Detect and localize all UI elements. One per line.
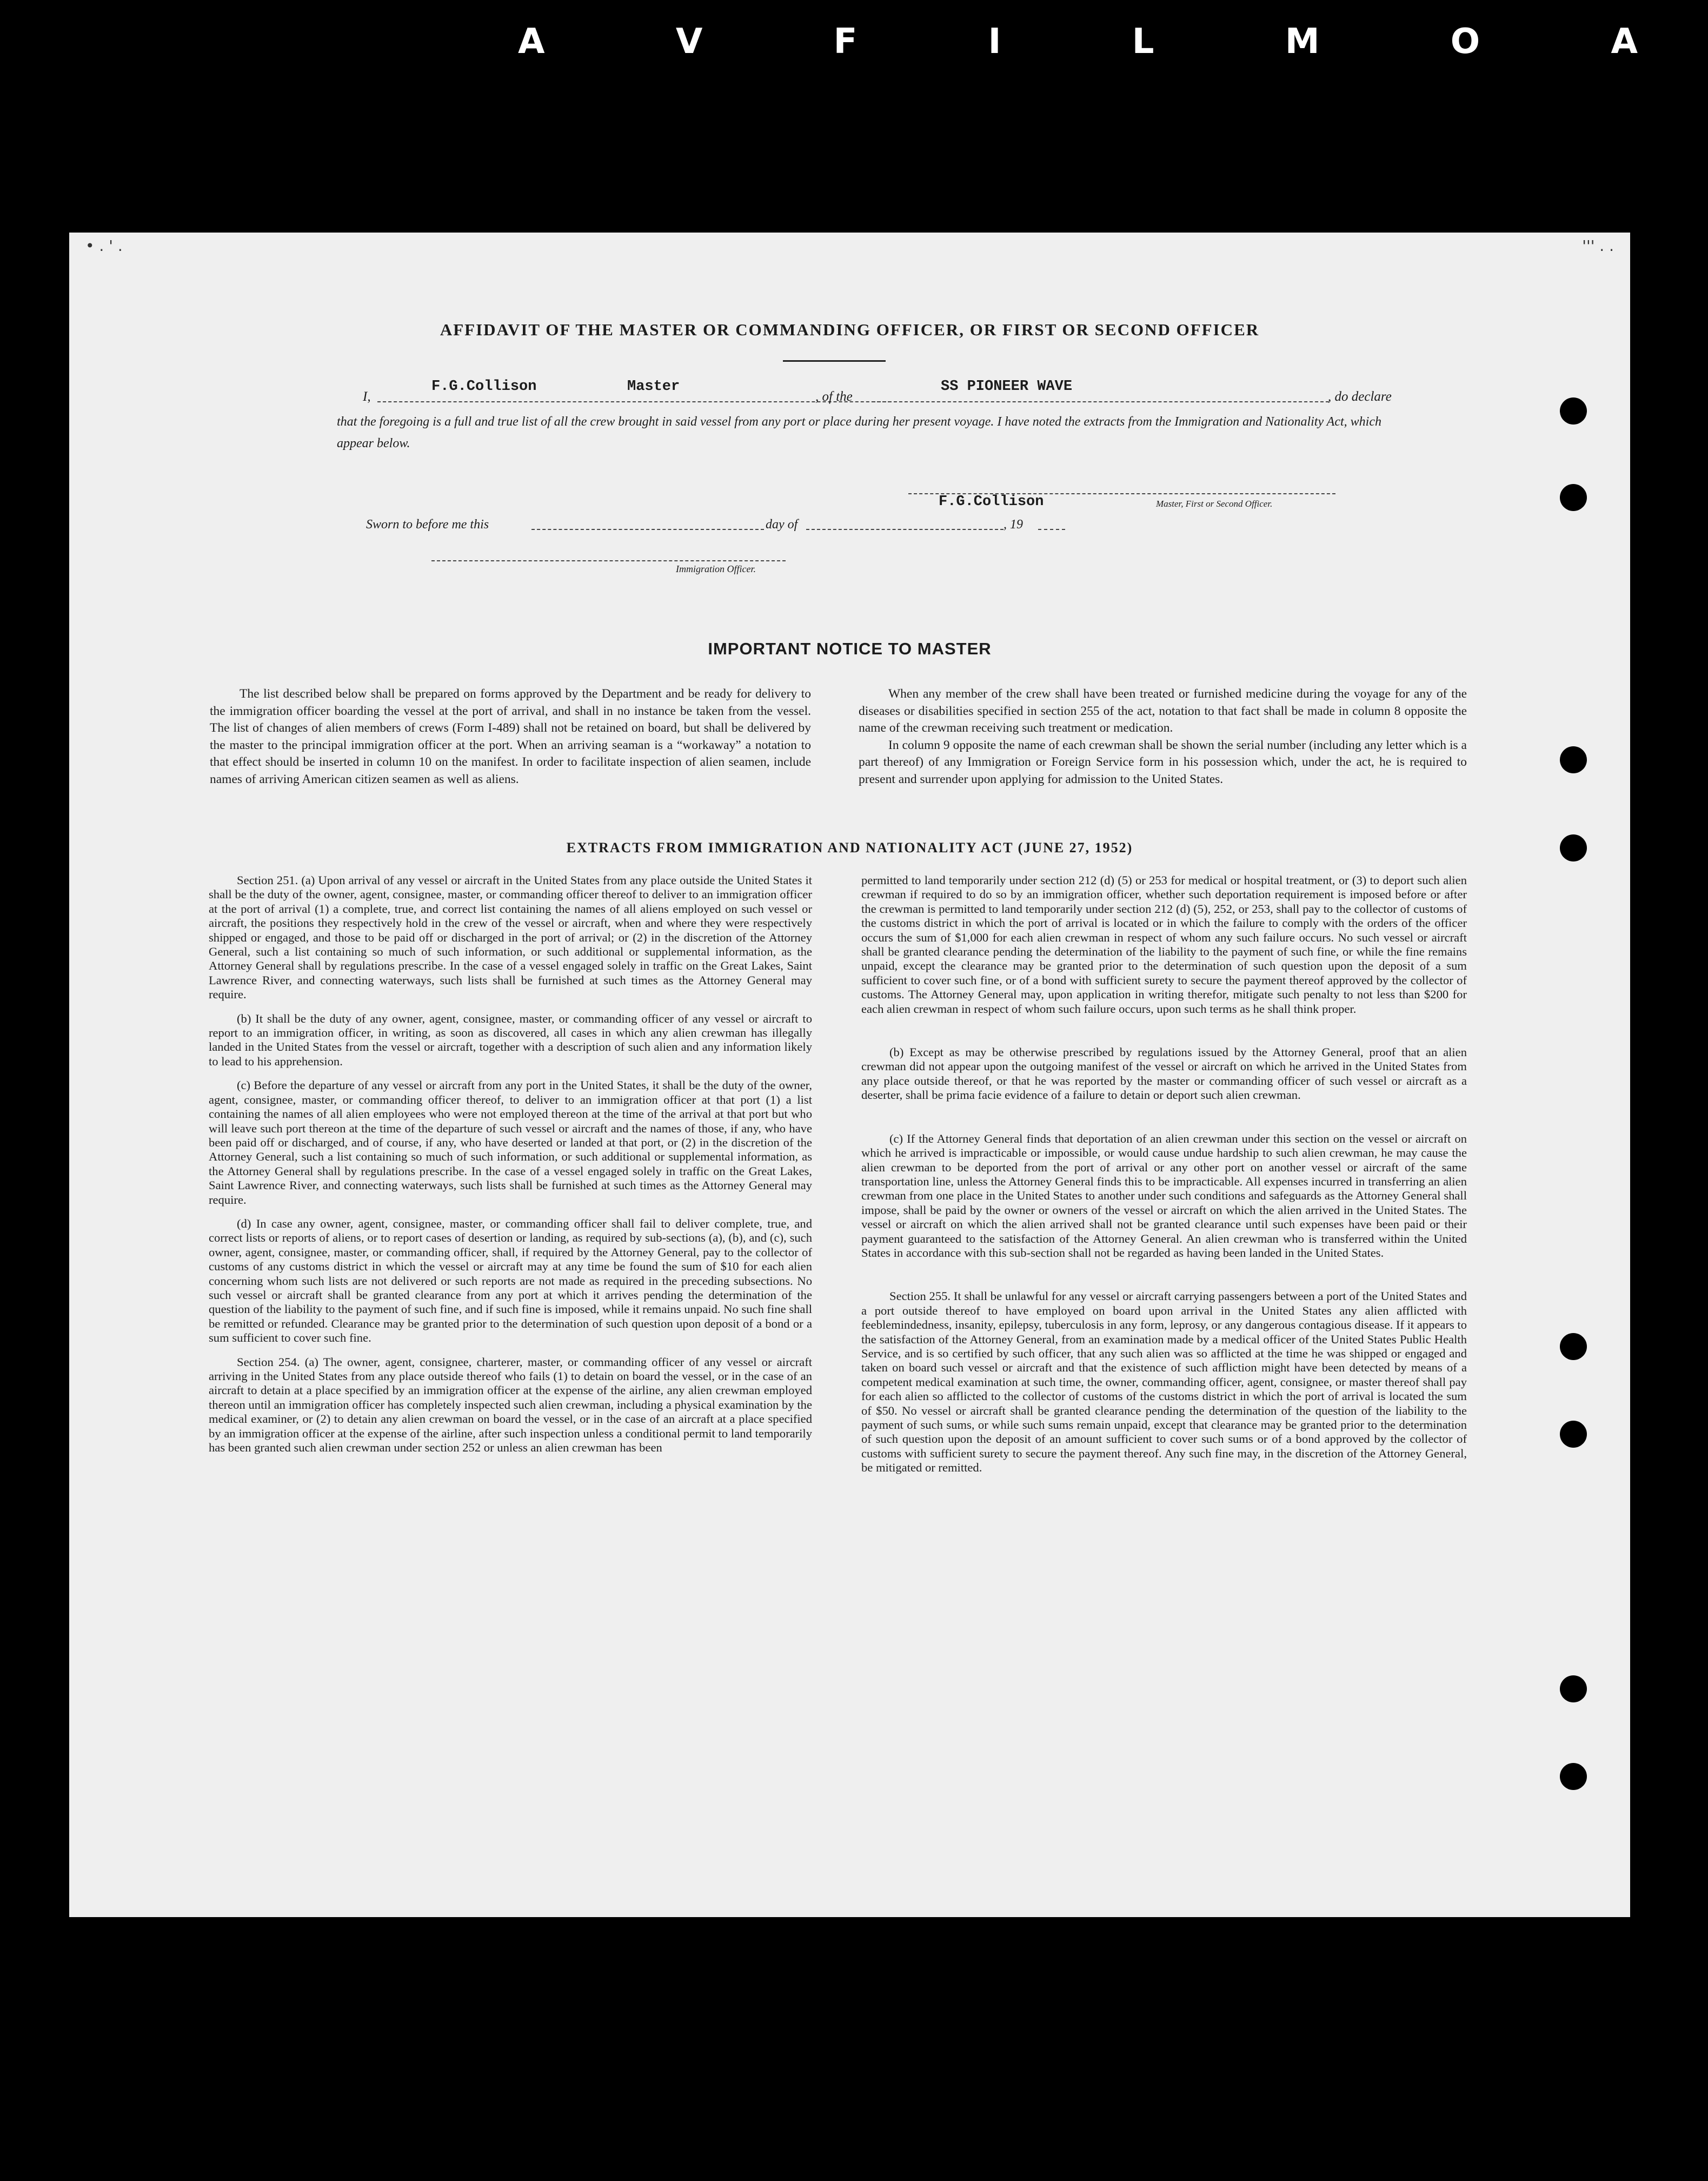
microfilm-header-mark: A V F I L M O A (518, 22, 1697, 62)
do-declare-label: , do declare (1328, 389, 1392, 404)
extracts-title: EXTRACTS FROM IMMIGRATION AND NATIONALITY ACT (JUNE 27, 1952) (566, 840, 1133, 856)
document-page (69, 233, 1630, 1917)
typed-signature: F.G.Collison (939, 494, 1044, 510)
section-254-b: (b) Except as may be otherwise prescribed by regulations issued by the Attorney General, proof that an alien crewman did not appear upon the outgoing manifest of the vessel or aircraft on which he arrived in the United States from any place outside thereof, or that he was reported by the master or commanding officer of such vessel or aircraft as a deserter, shall be prima facie evidence of a failure to detain or deport such alien crewman. (861, 1045, 1467, 1102)
punch-hole (1560, 1763, 1587, 1790)
section-251-b: (b) It shall be the duty of any owner, agent, consignee, master, or commanding officer of any vessel or aircraft to report to an immigration officer, in writing, as soon as discovered, all cases in which any alien crewman has illegally landed in the United States from the vessel or aircraft, together with a description of such alien and any information likely to lead to his apprehension. (209, 1011, 812, 1068)
notice-left-paragraph: The list described below shall be prepared on forms approved by the Department and be ready for delivery to the immigration officer boarding the vessel at the port of arrival, and shall in no instance be taken from the vessel. The list of changes of alien members of crews (Form I-489) shall not be retained on board, but shall be delivered by the master to the principal immigration officer at the port. When an arriving seaman is a “workaway” a notation to that effect should be inserted in column 10 on the manifest. In order to facilitate inspection of alien seamen, include names of arriving American citizen seamen as well as aliens. (210, 687, 811, 786)
month-line (806, 529, 1003, 530)
typed-vessel: SS PIONEER WAVE (941, 379, 1073, 395)
notice-title: IMPORTANT NOTICE TO MASTER (708, 639, 992, 658)
section-255: Section 255. It shall be unlawful for any vessel or aircraft carrying passengers between a port of the United States and a port outside thereof to have employed on board upon arrival in the United States any alien afflicted with feeblemindedness, insanity, epilepsy, tuberculosis in any form, leprosy, or any dangerous contagious disease. If it appears to the satisfaction of the Attorney General, from an examination made by a medical officer of the United States Public Health Service, and is so certified by such officer, that any such alien was so afflicted at the time he was shipped or engaged and taken on board such vessel or aircraft and that the existence of such affliction might have been detected by means of a competent medical examination at such time, the owner, commanding officer, agent, consignee, or master thereof shall pay for each alien so afflicted to the collector of customs of the customs district in which the port of arrival is located the sum of $50. No vessel or aircraft shall be granted clearance pending the determination of the question of the liability to the payment of such sums, or while such sums remain unpaid, except that clearance may be granted prior to the determination of such question upon the deposit of an amount sufficient to cover such sums or of a bond approved by the collector of customs with sufficient surety to secure the payment thereof. Any such fine may, in the discretion of the Attorney General, be mitigated or remitted. (861, 1289, 1467, 1475)
i-label: I, (363, 389, 371, 404)
officer-caption: Immigration Officer. (676, 564, 756, 574)
section-251-d: (d) In case any owner, agent, consignee, master, or commanding officer shall fail to deliver complete, true, and correct lists or reports of aliens, or to report cases of desertion or landing, as required by sub-sections (a), (b), and (c), such owner, agent, consignee, master, or commanding officer, shall, if required by the Attorney General, pay to the collector of customs of any customs district in which the vessel or aircraft may at any time be found the sum of $10 for each alien concerning whom such lists are not delivered or such reports are not made as required in the preceding subsections. No such vessel or aircraft shall be granted clearance from any port at which it arrives pending the determination of the question of the liability to the payment of such fine, and if such fine is imposed, while it remains unpaid. No such fine shall be remitted or refunded. Clearance may be granted prior to the determination of such question upon deposit of a bond or a sum sufficient to cover such fine. (209, 1216, 812, 1345)
declaration-text: that the foregoing is a full and true list of all the crew brought in said vessel from any port or place during her present voyage. I have noted the extracts from the Immigration and Nationality Act, which appear below. (337, 415, 1381, 450)
section-254-c: (c) If the Attorney General finds that deportation of an alien crewman under this section on the vessel or aircraft on which he arrived is impracticable or impossible, or would cause undue hardship to such alien crewman, he may cause the alien crewman to be deported from the port of arrival or any other port on another vessel or aircraft of the same transportation line, unless the Attorney General finds this to be impracticable. All expenses incurred in transferring an alien crewman from one place in the United States to another under such conditions and safeguards as the Attorney General shall impose, shall be paid by the owner or owners of the vessel or aircraft on which the alien arrived in the United States. The vessel or aircraft on which the alien arrived shall not be granted clearance until such expenses have been paid or their payment guaranteed to the satisfaction of the Attorney General. An alien crewman who is transferred within the United States in accordance with this sub-section shall not be regarded as having been landed in the United States. (861, 1131, 1467, 1259)
corner-marks-right: ''' . . (1582, 237, 1614, 255)
typed-rank: Master (627, 379, 680, 395)
section-254-a-continued: permitted to land temporarily under section 212 (d) (5) or 253 for medical or hospital treatment, or (3) to deport such alien crewman if required to do so by an immigration officer, whether such deportation requirement is imposed before or after the crewman is permitted to land temporarily under section 212 (d) (5), 252, or 253, shall pay to the collector of customs of the customs district in which the port of arrival is located or in which the failure to comply with the orders of the officer occurs the sum of $1,000 for each alien crewman in respect of whom any such failure occurs. No such vessel or aircraft shall be granted clearance pending the determination of the liability to the payment of such fine, or while the fine remains unpaid, except the clearance may be granted prior to the determination of such question upon the deposit of a sum sufficient to cover such fine, or of a bond with sufficient surety to secure the payment thereof approved by the collector of customs. The Attorney General may, upon application in writing therefor, mitigate such penalty to not less than $200 for each alien crewman in respect of whom such failure occurs, upon such terms as he shall think proper. (861, 873, 1467, 1016)
punch-hole (1560, 397, 1587, 425)
section-254-a: Section 254. (a) The owner, agent, consignee, charterer, master, or commanding officer of any vessel or aircraft arriving in the United States from any place outside thereof who fails (1) to detain on board the vessel, or in the case of an aircraft to detain at a place specified by an immigration officer at the expense of the airline, any alien crewman employed thereon until an immigration officer has completely inspected such alien crewman, including a physical examination by the medical examiner, or (2) to detain any alien crewman on board the vessel, or in the case of an aircraft at a place specified by an immigration officer at the expense of the airline, after such inspection unless a conditional permit to land temporarily has been granted such alien crewman under section 252 or unless an alien crewman has been (209, 1355, 812, 1455)
day-of-label: day of (766, 518, 798, 532)
section-251-c: (c) Before the departure of any vessel or aircraft from any port in the United States, it shall be the duty of the owner, agent, consignee, master, or commanding officer thereof, to deliver to an immigration officer at that port (1) a list containing the names of all alien employees who were not employed thereon at the time of the arrival at that port but who will leave such port thereon at the time of the departure of such vessel or aircraft and the names of those, if any, who have been paid off or discharged, and of course, if any, who have deserted or landed at that port, or (2) in the discretion of the Attorney General, such a list containing so much of such information, or such additional or supplemental information, as the Attorney General shall by regulations prescribe. In the case of a vessel engaged solely in traffic on the Great Lakes, Saint Lawrence River, and connecting waterways, such lists shall be furnished at such times as the Attorney General may require. (209, 1078, 812, 1206)
typed-name: F.G.Collison (431, 379, 537, 395)
notice-right-paragraph-2: In column 9 opposite the name of each crewman shall be shown the serial number (including any letter which is a part thereof) of any Immigration or Foreign Service form in his possession which, under the act, he is required to present and surrender upon applying for admission to the United States. (859, 738, 1467, 786)
notice-left-column (210, 686, 811, 788)
vessel-line (872, 401, 1329, 402)
title-underline (783, 360, 886, 362)
sworn-label: Sworn to before me this (366, 518, 489, 532)
punch-hole (1560, 746, 1587, 773)
extracts-left-column (209, 873, 812, 1464)
year-label: , 19 (1003, 518, 1023, 532)
section-251-a: Section 251. (a) Upon arrival of any vessel or aircraft in the United States from any place outside the United States it shall be the duty of the owner, agent, consignee, master, or commanding officer thereof to deliver to an immigration officer at the port of arrival (1) a complete, true, and correct list containing the names of all aliens employed on such vessel or aircraft, the positions they respectively hold in the crew of the vessel or aircraft, when and where they were respectively shipped or engaged, and those to be paid off or discharged in the port of arrival; or (2) in the discretion of the Attorney General, such a list containing so much of such information, or such additional or supplemental information, as the Attorney General shall by regulations prescribe. In the case of a vessel engaged solely in traffic on the Great Lakes, Saint Lawrence River, and connecting waterways, such lists shall be furnished at such times as the Attorney General may require. (209, 873, 812, 1002)
name-line (377, 401, 891, 402)
corner-marks-left: • . ' . (85, 237, 123, 255)
sworn-day-line (531, 529, 764, 530)
extracts-right-column (861, 873, 1467, 1485)
year-line (1038, 529, 1065, 530)
of-the-label: , of the (815, 389, 853, 404)
affidavit-title: AFFIDAVIT OF THE MASTER OR COMMANDING OFFICER, OR FIRST OR SECOND OFFICER (440, 320, 1260, 339)
notice-right-paragraph-1: When any member of the crew shall have been treated or furnished medicine during the voyage for any of the diseases or disabilities specified in section 255 of the act, notation to that fact shall be made in column 8 opposite the name of the crewman receiving such treatment or medication. (859, 687, 1467, 735)
punch-hole (1560, 1421, 1587, 1448)
notice-right-column (859, 686, 1467, 788)
signature-caption: Master, First or Second Officer. (1156, 499, 1273, 509)
punch-hole (1560, 1675, 1587, 1702)
punch-hole (1560, 1333, 1587, 1360)
punch-hole (1560, 484, 1587, 511)
officer-line (431, 560, 786, 561)
